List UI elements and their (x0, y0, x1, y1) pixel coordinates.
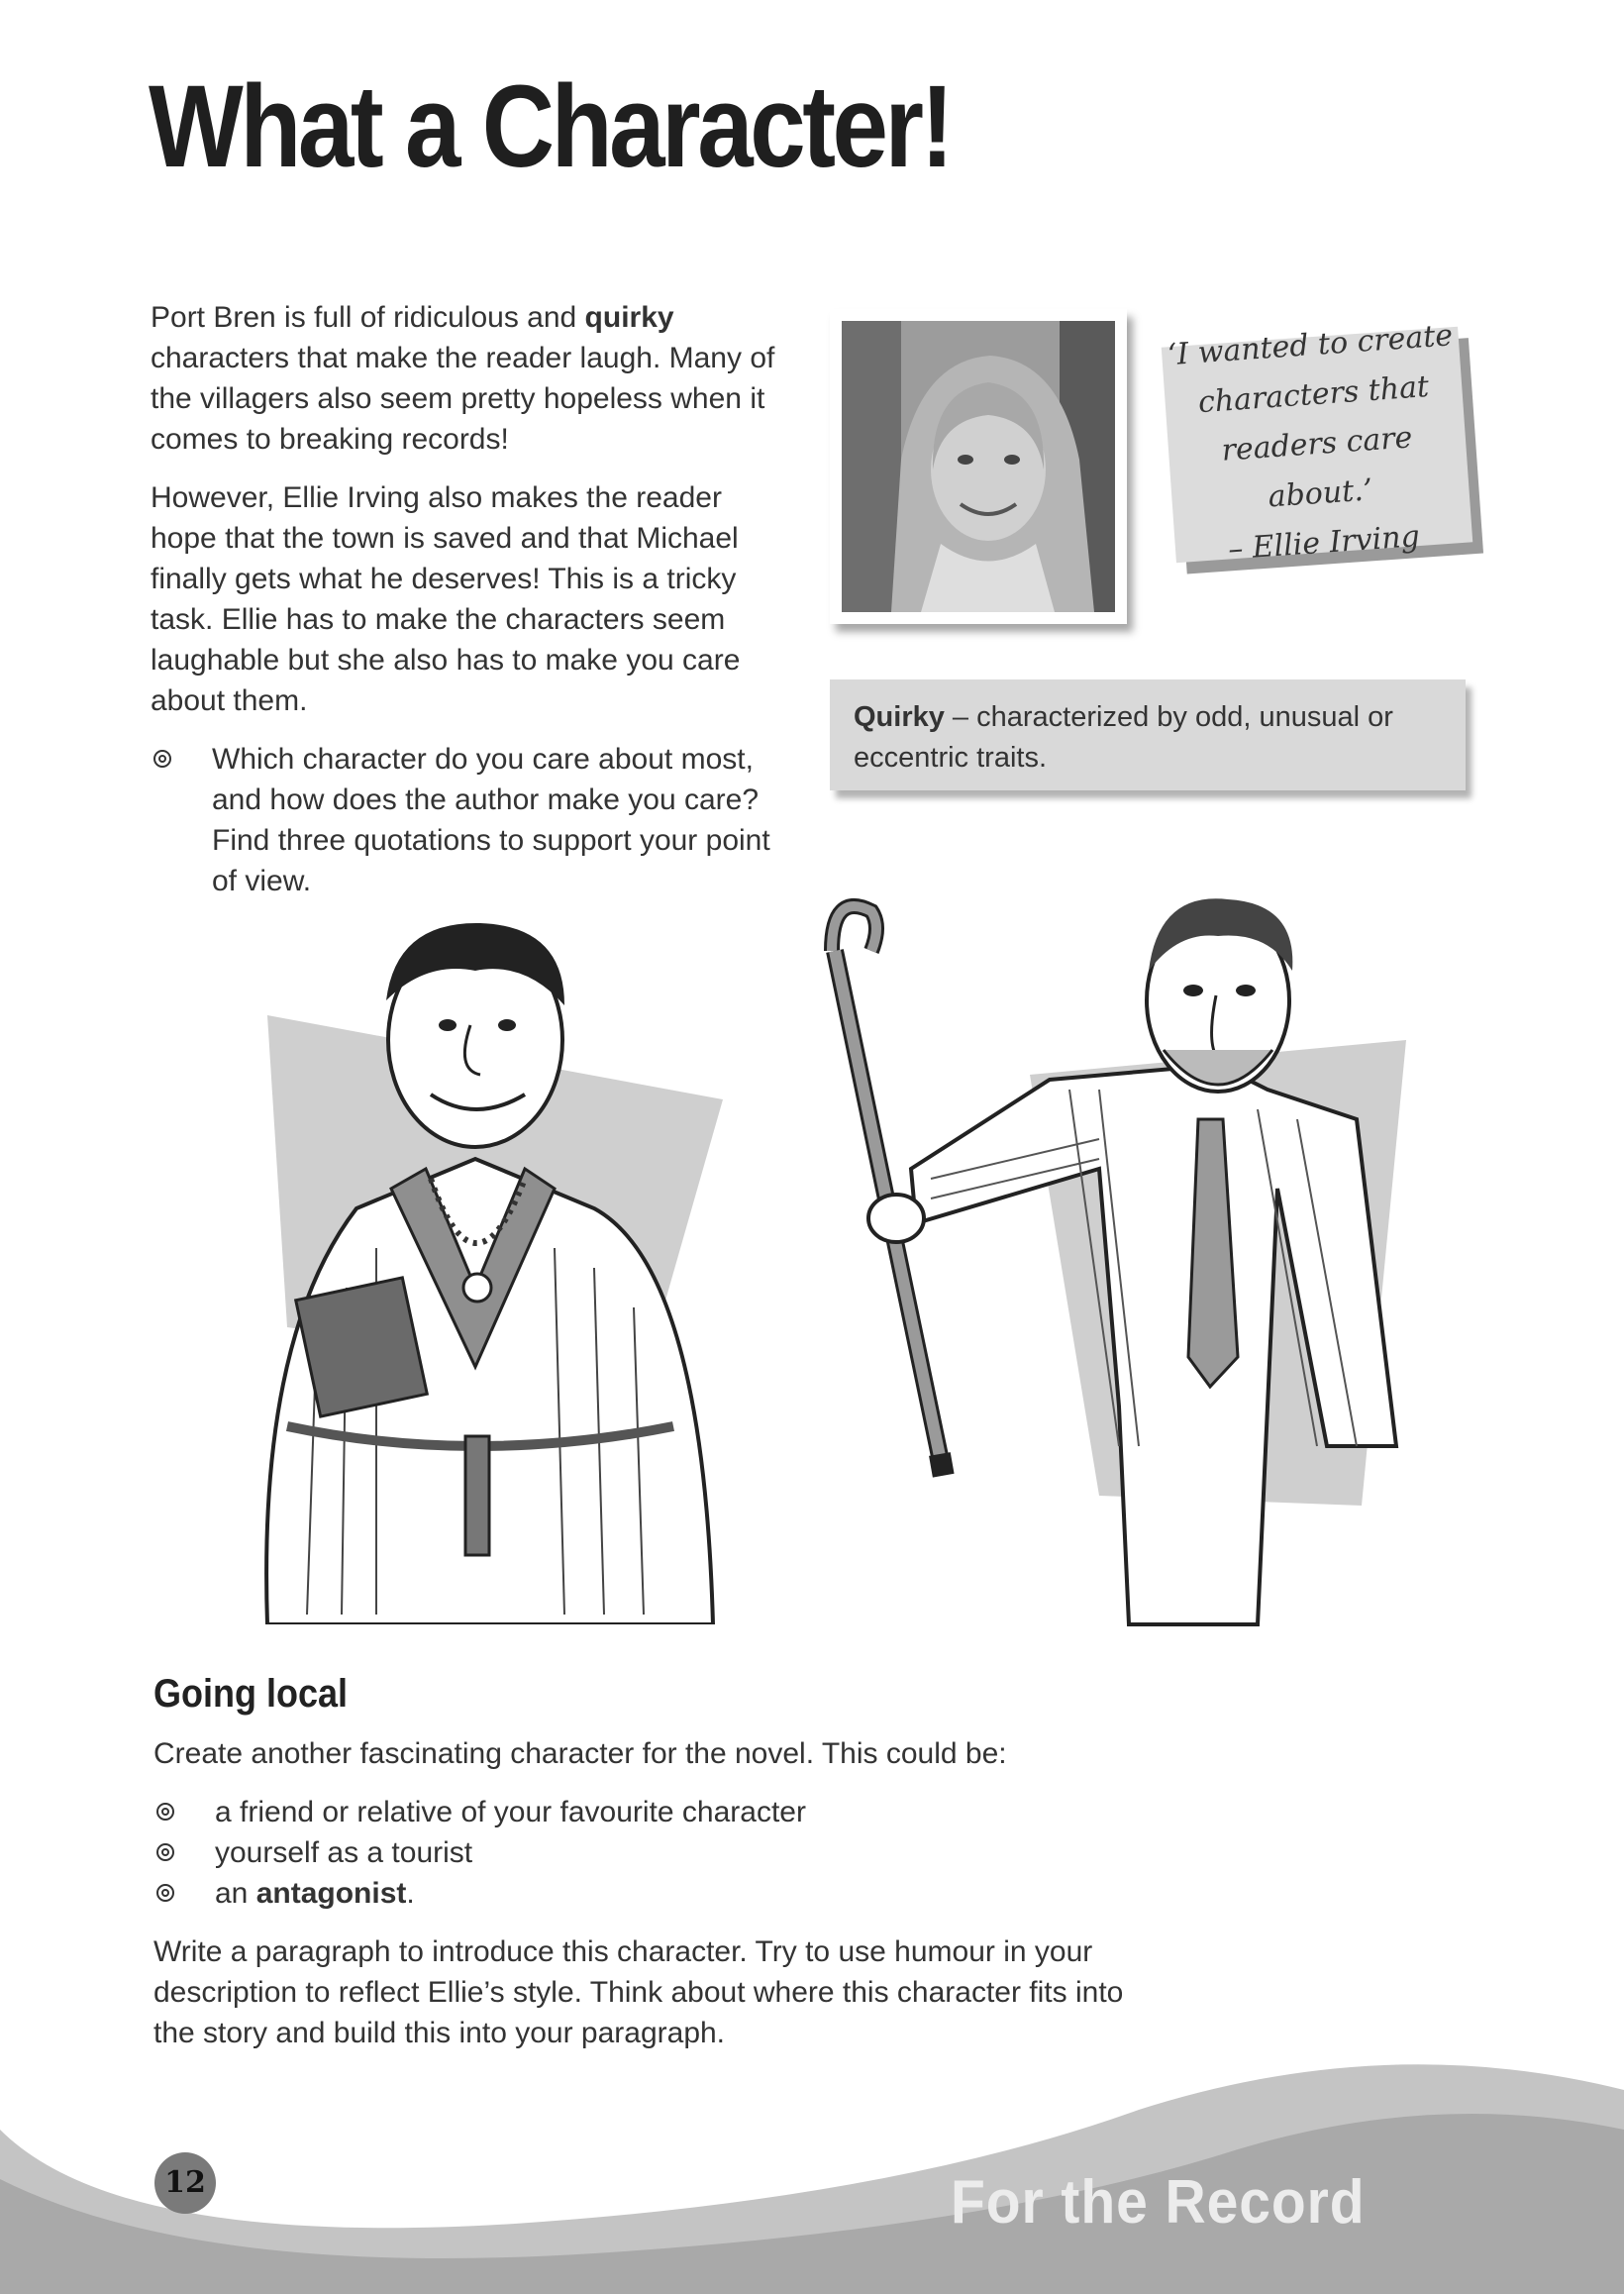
going-local-bullet-list (153, 1792, 1124, 1914)
target-bullet-icon (153, 750, 171, 768)
footer-wave-band (0, 2050, 1624, 2294)
definition-term: Quirky (854, 701, 945, 733)
list-item: yourself as a tourist (153, 1832, 1124, 1873)
page-title: What a Character! (149, 61, 951, 192)
intro-paragraph-2: However, Ellie Irving also makes the reader hope that the town is saved and that Michael finally gets what he deserves! This is a tricky task. Ellie has to make the characters seem laughable but she also has to make you care about them. (151, 481, 741, 717)
mayor-illustration (228, 911, 743, 1624)
list-item: a friend or relative of your favourite character (153, 1792, 1124, 1832)
going-local-closing: Write a paragraph to introduce this character. Try to use humour in your description to reflect Ellie’s style. Think about where this character fits into the story and build this into your paragraph. (153, 1935, 1124, 2049)
list-item: Which character do you care about most, and how does the author make you care? Find three quotations to support your point of view. (151, 739, 794, 901)
going-local-intro: Create another fascinating character for the novel. This could be: (153, 1737, 1007, 1770)
target-bullet-icon (156, 1803, 174, 1821)
list-item: an antagonist. (153, 1873, 1124, 1914)
keyword-quirky: quirky (584, 301, 674, 334)
going-local-task (153, 1733, 1124, 2071)
old-man-illustration (802, 891, 1475, 1644)
going-local-heading: Going local (153, 1672, 349, 1716)
author-portrait-image (842, 321, 1115, 612)
author-photo (830, 309, 1127, 624)
intro-paragraph-1: Port Bren is full of ridiculous and quirky characters that make the reader laugh. Many of the villagers also seem pretty hopeless when it comes to breaking records! (151, 301, 775, 456)
definition-box (830, 679, 1466, 790)
intro-bullet-list (151, 739, 794, 901)
definition-text: – characterized by odd, unusual or eccentric traits. (854, 701, 1393, 774)
page-number: 12 (154, 2152, 216, 2214)
target-bullet-icon (156, 1884, 174, 1902)
target-bullet-icon (156, 1843, 174, 1861)
intro-text (151, 297, 794, 901)
series-title: For the Record (951, 2168, 1366, 2237)
keyword-antagonist: antagonist (255, 1877, 407, 1910)
author-quote-note: ‘I wanted to create characters that readers care about.’ – Ellie Irving (1162, 327, 1472, 563)
